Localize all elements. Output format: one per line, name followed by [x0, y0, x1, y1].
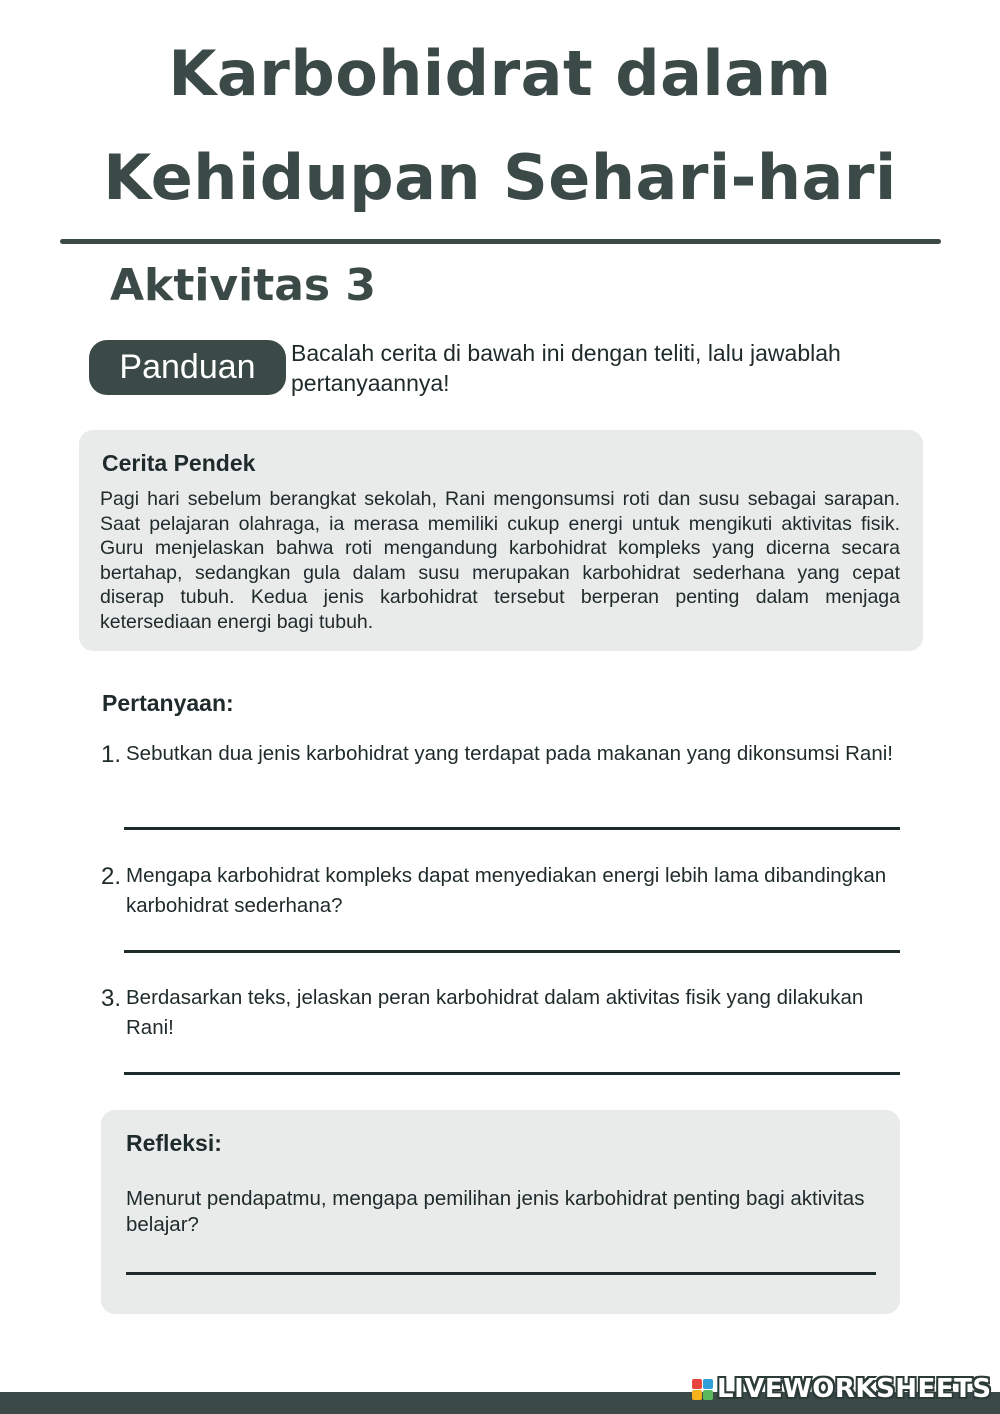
answer-line-3[interactable] [124, 1072, 900, 1075]
answer-line-1[interactable] [124, 827, 900, 830]
liveworksheets-logo [692, 1372, 992, 1406]
guide-badge: Panduan [89, 340, 286, 395]
title-divider [60, 239, 941, 244]
question-2-text: Mengapa karbohidrat kompleks dapat menyediakan energi lebih lama dibandingkan karbohidrat sederhana? [126, 864, 887, 917]
guide-instructions: Bacalah cerita di bawah ini dengan teliti, lalu jawablah pertanyaannya! [291, 340, 841, 396]
question-3-number: 3. [101, 985, 122, 1012]
liveworksheets-logo-text: LIVEWORKSHEETS [717, 1374, 992, 1404]
question-1-number: 1. [101, 741, 122, 768]
page-title [0, 22, 1000, 230]
story-text: Pagi hari sebelum berangkat sekolah, Rani mengonsumsi roti dan susu sebagai sarapan. Saat pelajaran olahraga, ia merasa memiliki cukup energi untuk mengikuti aktivitas fisik. Guru menjelaskan bahwa roti mengandung karbohidrat kompleks yang dicerna secara bertahap, sedangkan gula dalam susu merupakan karbohidrat sederhana yang cepat diserap tubuh. Kedua jenis karbohidrat tersebut berperan penting dalam menjaga ketersediaan energi bagi tubuh. [100, 488, 900, 633]
reflection-title: Refleksi: [126, 1130, 222, 1156]
title-line-1: Karbohidrat dalam [168, 37, 832, 110]
answer-line-2[interactable] [124, 950, 900, 953]
question-3-text: Berdasarkan teks, jelaskan peran karbohidrat dalam aktivitas fisik yang dilakukan Rani! [126, 986, 864, 1039]
question-1-text: Sebutkan dua jenis karbohidrat yang terdapat pada makanan yang dikonsumsi Rani! [126, 742, 893, 765]
question-2-number: 2. [101, 863, 122, 890]
activity-heading: Aktivitas 3 [110, 260, 377, 311]
title-line-2: Kehidupan Sehari-hari [103, 141, 897, 214]
questions-heading: Pertanyaan: [102, 690, 234, 716]
story-title: Cerita Pendek [102, 450, 256, 476]
reflection-answer-line[interactable] [126, 1272, 876, 1275]
reflection-text: Menurut pendapatmu, mengapa pemilihan jenis karbohidrat penting bagi aktivitas belajar? [126, 1187, 865, 1236]
liveworksheets-logo-icon [692, 1379, 713, 1400]
